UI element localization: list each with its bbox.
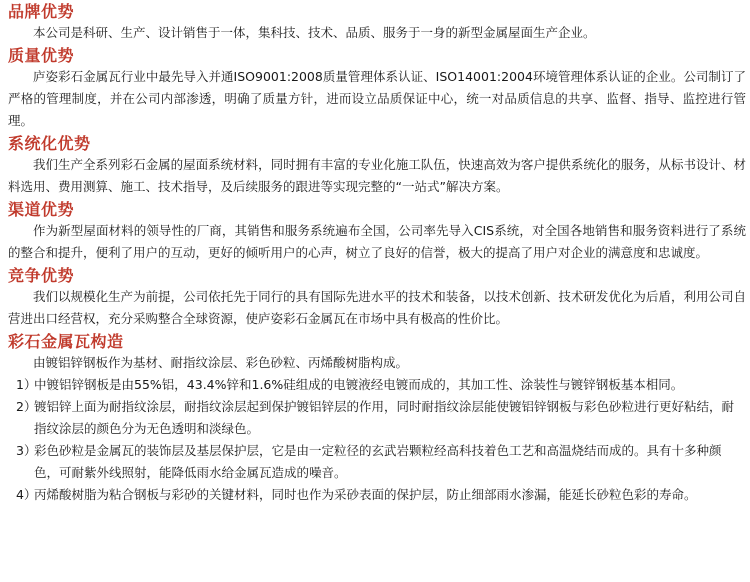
section-paragraph: 我们生产全系列彩石金属的屋面系统材料，同时拥有丰富的专业化施工队伍，快速高效为客户提供系统化的服务，从标书设计、材料选用、费用测算、施工、技术指导，及后续服务的跟进等实现完整的“一站式”解决方案。 (8, 157, 746, 194)
list-item-number: 1） (16, 377, 37, 392)
section-paragraph: 作为新型屋面材料的领导性的厂商，其销售和服务系统遍布全国，公司率先导入CIS系统，对全国各地销售和服务资料进行了系统的整合和提升，便利了用户的互动，更好的倾听用户的心声，树立了良好的信誉，极大的提高了用户对企业的满意度和忠诚度。 (8, 223, 746, 260)
list-item-text: 镀铝锌上面为耐指纹涂层，耐指纹涂层起到保护镀铝锌层的作用，同时耐指纹涂层能使镀铝锌钢板与彩色砂粒进行更好粘结，耐指纹涂层的颜色分为无色透明和淡绿色。 (34, 399, 735, 436)
section-paragraph: 庐姿彩石金属瓦行业中最先导入并通ISO9001:2008质量管理体系认证、ISO14001:2004环境管理体系认证的企业。公司制订了严格的管理制度，并在公司内部渗透，明确了质量方针，进而设立品质保证中心，统一对品质信息的共享、监督、指导、监控进行管理。 (8, 69, 746, 128)
list-item-number: 2） (16, 399, 37, 414)
section-system (8, 132, 746, 198)
section-paragraph: 我们以规模化生产为前提，公司依托先于同行的具有国际先进水平的技术和装备，以技术创新、技术研发优化为后盾，利用公司自营进出口经营权，充分采购整合全球资源，使庐姿彩石金属瓦在市场中具有极高的性价比。 (8, 289, 746, 326)
section-heading: 质量优势 (8, 46, 75, 65)
list-item-text: 丙烯酸树脂为粘合钢板与彩砂的关键材料，同时也作为采砂表面的保护层，防止细部雨水渗漏，能延长砂粒色彩的寿命。 (34, 487, 697, 502)
section-heading: 系统化优势 (8, 134, 91, 153)
section-heading: 竞争优势 (8, 266, 75, 285)
list-item-number: 4） (16, 487, 37, 502)
section-channel (8, 198, 746, 264)
list-item-text: 彩色砂粒是金属瓦的装饰层及基层保护层，它是由一定粒径的玄武岩颗粒经高科技着色工艺和高温烧结而成的。具有十多种颜色，可耐紫外线照射，能降低雨水给金属瓦造成的噪音。 (34, 443, 722, 480)
list-item (8, 396, 746, 440)
structure-list (8, 374, 746, 506)
list-item-number: 3） (16, 443, 37, 458)
list-item (8, 440, 746, 484)
section-heading: 渠道优势 (8, 200, 75, 219)
section-heading: 彩石金属瓦构造 (8, 332, 124, 351)
section-competition (8, 264, 746, 330)
list-item (8, 484, 746, 506)
section-structure (8, 330, 746, 506)
section-paragraph: 本公司是科研、生产、设计销售于一体，集科技、技术、品质、服务于一身的新型金属屋面生产企业。 (33, 25, 596, 40)
section-brand (8, 0, 746, 44)
section-quality (8, 44, 746, 132)
list-item (8, 374, 746, 396)
list-item-text: 中镀铝锌钢板是由55%铝，43.4%锌和1.6%硅组成的电镀液经电镀而成的，其加工性、涂装性与镀锌钢板基本相同。 (34, 377, 684, 392)
section-paragraph: 由镀铝锌钢板作为基材、耐指纹涂层、彩色砂粒、丙烯酸树脂构成。 (33, 355, 409, 370)
section-heading: 品牌优势 (8, 2, 75, 21)
